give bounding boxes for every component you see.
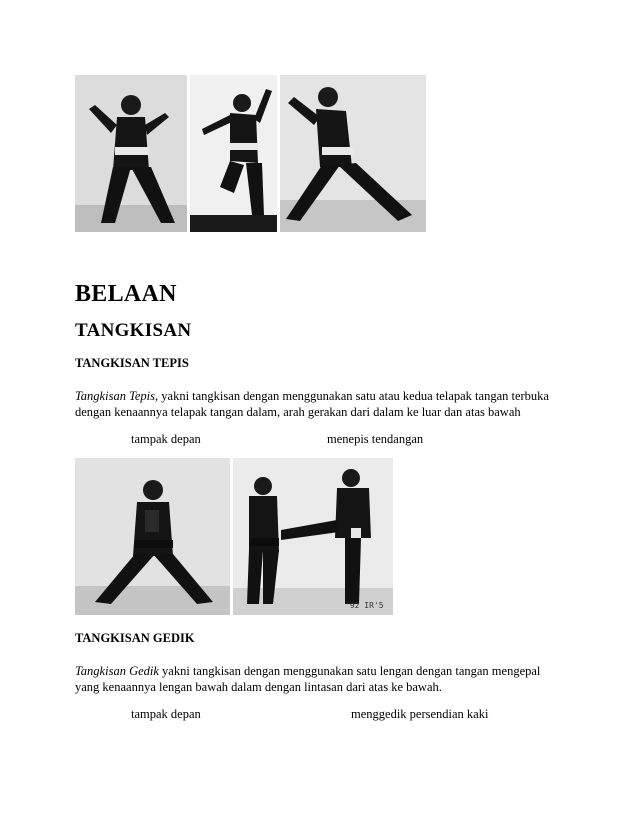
caption-front-view: tampak depan bbox=[131, 707, 201, 721]
paragraph-tepis bbox=[75, 388, 549, 420]
photo-stance-2 bbox=[190, 75, 277, 232]
paragraph-line-1 bbox=[75, 388, 549, 404]
section-heading: TANGKISAN bbox=[75, 320, 192, 341]
paragraph-gedik bbox=[75, 663, 540, 695]
paragraph-line-1 bbox=[75, 663, 540, 679]
caption-right: menepis tendangan bbox=[327, 432, 424, 446]
subsection-title-tepis: TANGKISAN TEPIS bbox=[75, 356, 189, 370]
subsection-title-gedik: TANGKISAN GEDIK bbox=[75, 631, 195, 645]
paragraph-line-2: yang kenaannya lengan bawah dalam dengan lintasan dari atas ke bawah. bbox=[75, 680, 442, 694]
paragraph-text: , yakni tangkisan dengan menggunakan satu atau kedua telapak tangan terbuka bbox=[155, 389, 549, 403]
term-tepis: Tangkisan Tepis bbox=[75, 389, 156, 403]
term-gedik: Tangkisan Gedik bbox=[75, 664, 159, 678]
paragraph-line-2: dengan kenaannya telapak tangan dalam, arah gerakan dari dalam ke luar dan atas bawah bbox=[75, 405, 521, 419]
paragraph-text: yakni tangkisan dengan menggunakan satu lengan dengan tangan mengepal bbox=[158, 664, 541, 678]
photo-tepis-kick bbox=[233, 458, 393, 615]
photo-stance-1 bbox=[75, 75, 187, 232]
photo-tepis-front bbox=[75, 458, 230, 615]
photo-stamp: '92 IR'5 bbox=[345, 601, 384, 610]
caption-right: menggedik persendian kaki bbox=[351, 707, 489, 721]
photo-stance-3 bbox=[280, 75, 426, 232]
caption-front-view: tampak depan bbox=[131, 432, 201, 446]
page-title: BELAAN bbox=[75, 281, 177, 307]
